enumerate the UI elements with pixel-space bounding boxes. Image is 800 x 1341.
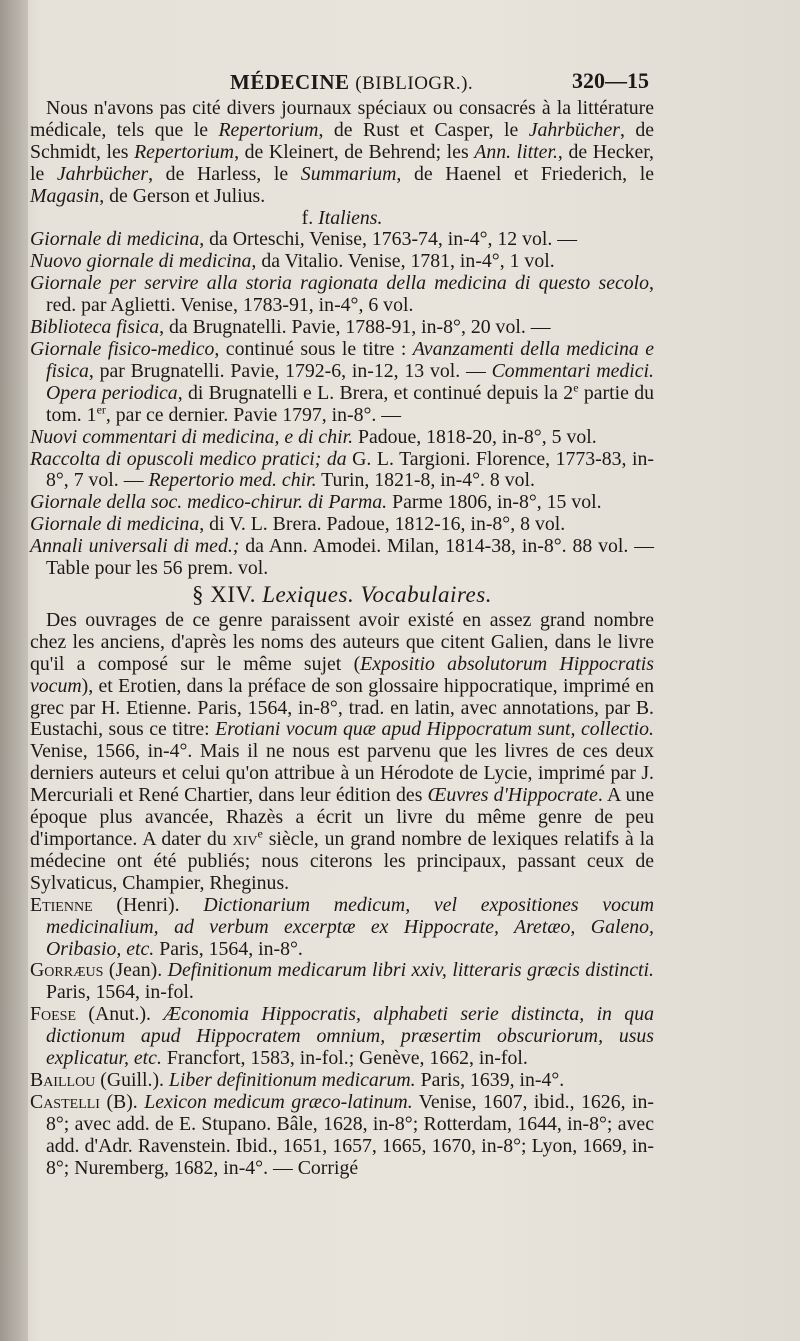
page-number: 320—15 [572,68,649,93]
section-heading: § XIV. Lexiques. Vocabulaires. [192,581,492,607]
bibliography-entry: Gorræus (Jean). Definitionum medicarum libri xxiv, litteraris græcis distincti. Paris, 1564, in-fol. [30,959,654,1004]
page-gutter-shadow [0,0,28,1341]
list-item: Giornale per servire alla storia ragionata della medicina di questo secolo, red. par Aglietti. Venise, 1783-91, in-4°, 6 vol. [30,272,654,317]
intro-paragraph: Nous n'avons pas cité divers journaux spéciaux ou consacrés à la littérature médicale, tels que le Repertorium, de Rust et Casper, le Jahrbücher, de Schmidt, les Repertorium, de Kleinert, de Behrend; les Ann. litter., de Hecker, le Jahrbücher, de Harless, le Summarium, de Haenel et Friederich, le Magasin, de Gerson et Julius. [30,97,655,207]
list-item: Giornale fisico-medico, continué sous le titre : Avanzamenti della medicina e fisica, par Brugnatelli. Pavie, 1792-6, in-12, 13 vol. — Commentari medici. Opera periodica, di Brugnatelli e L. Brera, et continué depuis la 2e partie du tom. 1er, par ce dernier. Pavie 1797, in-8°. — [30,337,654,426]
running-title [230,70,473,95]
running-header [0,64,800,98]
list-item: Nuovo giornale di medicina, da Vitalio. Venise, 1781, in-4°, 1 vol. [30,250,555,273]
bibliography-entry: Etienne (Henri). Dictionarium medicum, vel expositiones vocum medicinalium, ad verbum excerptæ ex Hippocrate, Aretæo, Galeno, Oribasio, etc. Paris, 1564, in-8°. [30,893,654,960]
running-title-sub: (BIBLIOGR.). [355,73,474,94]
list-item: Biblioteca fisica, da Brugnatelli. Pavie, 1788-91, in-8°, 20 vol. — [30,316,551,339]
page-body [30,98,654,1180]
list-item: Annali universali di med.; da Ann. Amodei. Milan, 1814-38, in-8°. 88 vol. — Table pour les 56 prem. vol. [30,535,655,580]
list-item: Raccolta di opuscoli medico pratici; da G. L. Targioni. Florence, 1773-83, in-8°, 7 vol. — Repertorio med. chir. Turin, 1821-8, in-4°. 8 vol. [30,447,654,492]
list-item: Giornale di medicina, di V. L. Brera. Padoue, 1812-16, in-8°, 8 vol. [30,513,566,536]
bibliography-entry: Baillou (Guill.). Liber definitionum medicarum. Paris, 1639, in-4°. [30,1068,565,1091]
list-item: Nuovi commentari di medicina, e di chir. Padoue, 1818-20, in-8°, 5 vol. [30,425,597,448]
subsection-heading: f. Italiens. [301,206,383,229]
list-item: Giornale di medicina, da Orteschi, Venise, 1763-74, in-4°, 12 vol. — [30,228,578,251]
bibliography-entry: Foese (Anut.). Æconomia Hippocratis, alphabeti serie distincta, in qua dictionum apud Hippocratem omnium, præsertim obscuriorum, usus explicatur, etc. Francfort, 1583, in-fol.; Genève, 1662, in-fol. [30,1003,654,1070]
list-item: Giornale della soc. medico-chirur. di Parma. Parme 1806, in-8°, 15 vol. [30,491,602,514]
running-title-main: MÉDECINE [230,70,350,94]
lexiques-paragraph: Des ouvrages de ce genre paraissent avoir existé en assez grand nombre chez les anciens, d'après les noms des auteurs que citent Galien, dans le livre qu'il a composé sur le même sujet (Expositio absolutorum Hippocratis vocum), et Erotien, dans la préface de son glossaire hippocratique, imprimé en grec par H. Etienne. Paris, 1564, in-8°, trad. en latin, avec annotations, par B. Eustachi, sous ce titre: Erotiani vocum quæ apud Hippocratum sunt, collectio. Venise, 1566, in-4°. Mais il ne nous est parvenu que les livres de ces deux derniers auteurs et celui qu'on attribue à un Hérodote de Lycie, imprimé par J. Mercuriali et René Chartier, dans leur édition des Œuvres d'Hippocrate. A une époque plus avancée, Rhazès a écrit un livre du même genre de peu d'importance. A dater du xiv$^e$ siècle, un grand nombre de lexiques relatifs à la médecine ont été publiés; nous citerons les principaux, passant ceux de Sylvaticus, Champier, Rheginus. [30,608,655,894]
bibliography-entry: Castelli (B). Lexicon medicum græco-latinum. Venise, 1607, ibid., 1626, in-8°; avec add. de E. Stupano. Bâle, 1628, in-8°; Rotterdam, 1644, in-8°; avec add. d'Adr. Ravenstein. Ibid., 1651, 1657, 1665, 1670, in-8°; Lyon, 1669, in-8°; Nuremberg, 1682, in-4°. — Corrigé [30,1090,654,1179]
